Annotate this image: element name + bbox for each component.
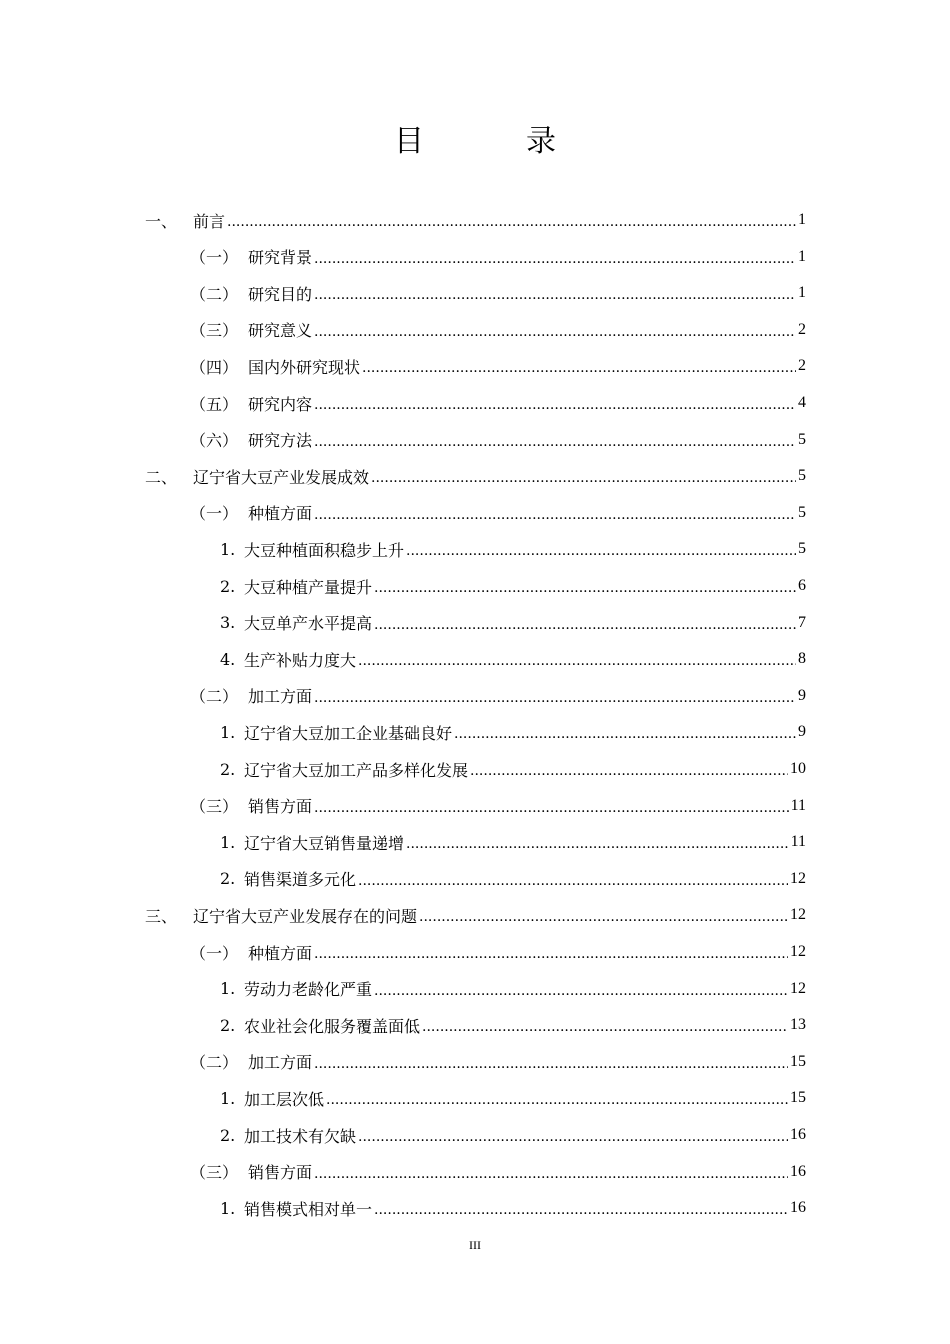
toc-dot-leader [314,795,789,817]
toc-entry-label: 加工方面 [248,687,313,707]
toc-entry-number: 3. [220,613,236,633]
toc-entry-label: 种植方面 [248,504,313,524]
toc-entry-number: 2. [220,759,236,779]
toc-entry[interactable] [190,275,806,311]
toc-entry[interactable] [220,824,806,860]
toc-entry[interactable] [190,678,806,714]
toc-entry-page: 12 [790,979,806,997]
toc-entry[interactable] [220,1080,806,1116]
toc-dot-leader [326,1087,788,1109]
toc-dot-leader [314,502,796,524]
toc-entry[interactable] [190,788,806,824]
toc-entry-page: 5 [798,467,806,485]
toc-entry[interactable] [145,458,806,494]
toc-entry-page: 16 [790,1199,806,1217]
toc-entry-number: （一） [190,248,239,268]
toc-entry[interactable] [190,1044,806,1080]
toc-dot-leader [227,209,796,231]
toc-dot-leader [358,648,796,670]
toc-entry-label: 大豆种植面积稳步上升 [244,540,405,560]
toc-entry-page: 13 [790,1016,806,1034]
toc-entry-number: （三） [190,321,239,341]
toc-entry-label: 辽宁省大豆加工产品多样化发展 [244,760,469,780]
toc-dot-leader [314,429,796,451]
toc-entry-number: 三、 [145,906,178,926]
toc-entry-label: 辽宁省大豆加工企业基础良好 [244,723,453,743]
toc-dot-leader [314,319,796,341]
toc-entry-label: 研究目的 [248,284,313,304]
toc-dot-leader [374,1197,788,1219]
toc-entry-label: 辽宁省大豆产业发展成效 [193,467,370,487]
toc-entry[interactable] [220,971,806,1007]
toc-entry[interactable] [145,202,806,238]
toc-entry-label: 农业社会化服务覆盖面低 [244,1016,421,1036]
toc-entry-label: 大豆单产水平提高 [244,614,373,634]
toc-entry-label: 销售方面 [248,797,313,817]
toc-entry-number: （一） [190,504,239,524]
toc-entry[interactable] [190,495,806,531]
toc-entry-page: 1 [798,247,806,265]
toc-dot-leader [406,831,789,853]
toc-entry[interactable] [220,605,806,641]
toc-entry-label: 销售方面 [248,1163,313,1183]
toc-entry[interactable] [220,531,806,567]
toc-entry-label: 销售模式相对单一 [244,1199,373,1219]
toc-entry-label: 研究意义 [248,321,313,341]
toc-dot-leader [374,612,796,634]
toc-entry-page: 9 [798,723,806,741]
toc-entry[interactable] [190,1154,806,1190]
toc-entry-number: 2. [220,869,236,889]
toc-entry-label: 前言 [193,211,226,231]
toc-entry[interactable] [190,348,806,384]
toc-entry-label: 辽宁省大豆销售量递增 [244,833,405,853]
toc-dot-leader [358,868,788,890]
toc-entry-page: 12 [790,943,806,960]
toc-dot-leader [454,721,796,743]
toc-entry-label: 加工层次低 [244,1089,325,1109]
toc-dot-leader [406,538,796,560]
toc-dot-leader [374,575,796,597]
toc-entry-label: 研究背景 [248,248,313,268]
toc-entry-label: 销售渠道多元化 [244,870,357,890]
toc-entry-page: 16 [790,1126,806,1143]
toc-entry-label: 大豆种植产量提升 [244,577,373,597]
toc-entry-page: 5 [798,430,806,448]
toc-entry-label: 国内外研究现状 [248,357,361,377]
toc-entry-number: 1. [220,832,236,852]
toc-entry-page: 11 [790,833,806,851]
toc-entry[interactable] [145,897,806,933]
toc-entry-page: 11 [790,796,806,814]
toc-entry-label: 辽宁省大豆产业发展存在的问题 [193,906,418,926]
toc-entry-number: （三） [190,1163,239,1183]
toc-entry[interactable] [220,568,806,604]
toc-entry[interactable] [220,714,806,750]
toc-entry-number: （一） [190,943,239,963]
toc-dot-leader [314,941,788,963]
toc-entry-number: （二） [190,284,239,304]
toc-entry-number: 1. [220,1198,236,1218]
toc-entry-label: 劳动力老龄化严重 [244,980,373,1000]
toc-dot-leader [419,904,788,926]
toc-entry[interactable] [220,641,806,677]
toc-entry-number: （二） [190,1053,239,1073]
toc-dot-leader [314,392,796,414]
toc-entry-number: （四） [190,357,239,377]
toc-entry-number: （二） [190,687,239,707]
toc-entry-page: 7 [798,613,806,631]
toc-dot-leader [371,465,796,487]
toc-entry-page: 1 [798,284,806,302]
toc-dot-leader [314,1161,788,1183]
toc-entry-number: 1. [220,539,236,559]
toc-entry-number: 2. [220,1015,236,1035]
toc-entry-number: （三） [190,797,239,817]
toc-entry-page: 15 [790,1089,806,1107]
toc-entry-label: 研究方法 [248,431,313,451]
toc-entry[interactable] [220,1007,806,1043]
toc-entry-page: 9 [798,686,806,704]
toc-entry[interactable] [190,422,806,458]
toc-entry-page: 12 [790,906,806,924]
toc-entry-page: 1 [798,211,806,228]
toc-entry[interactable] [190,312,806,348]
toc-entry-page: 15 [790,1052,806,1070]
toc-entry-label: 生产补贴力度大 [244,650,357,670]
toc-entry-page: 10 [790,760,806,777]
page-number-footer: III [469,1238,481,1252]
toc-entry-number: 1. [220,979,236,999]
toc-entry-number: 1. [220,1088,236,1108]
toc-dot-leader [422,1014,788,1036]
toc-entry-label: 种植方面 [248,943,313,963]
toc-entry-number: 4. [220,649,236,669]
toc-dot-leader [362,355,796,377]
toc-dot-leader [314,246,796,268]
toc-entry[interactable] [220,1190,806,1226]
toc-entry-page: 6 [798,577,806,594]
toc-entry-number: 二、 [145,467,178,487]
toc-entry-page: 8 [798,650,806,668]
toc-entry[interactable] [220,751,806,787]
toc-entry-number: （六） [190,431,239,451]
toc-dot-leader [358,1124,788,1146]
toc-entry-number: 2. [220,576,236,596]
toc-entry-number: 1. [220,722,236,742]
toc-entry-label: 加工技术有欠缺 [244,1126,357,1146]
toc-entry-number: 2. [220,1125,236,1145]
toc-entry-page: 5 [798,503,806,521]
toc-entry-label: 加工方面 [248,1053,313,1073]
toc-dot-leader [374,978,788,1000]
toc-entry-label: 研究内容 [248,394,313,414]
toc-entry-page: 2 [798,320,806,338]
toc-entry[interactable] [220,861,806,897]
toc-entry[interactable] [190,934,806,970]
toc-entry-page: 4 [798,394,806,411]
toc-entry-page: 12 [790,869,806,887]
toc-dot-leader [314,1051,788,1073]
toc-entry[interactable] [190,385,806,421]
toc-entry-page: 5 [798,540,806,558]
toc-entry[interactable] [190,239,806,275]
toc-entry-number: 一、 [145,211,178,231]
toc-dot-leader [470,758,788,780]
toc-dot-leader [314,282,796,304]
toc-dot-leader [314,685,796,707]
toc-entry-number: （五） [190,394,239,414]
toc-entry-page: 16 [790,1162,806,1180]
toc-entry-page: 2 [798,357,806,375]
page-title: 目 录 [394,124,592,159]
toc-entry[interactable] [220,1117,806,1153]
